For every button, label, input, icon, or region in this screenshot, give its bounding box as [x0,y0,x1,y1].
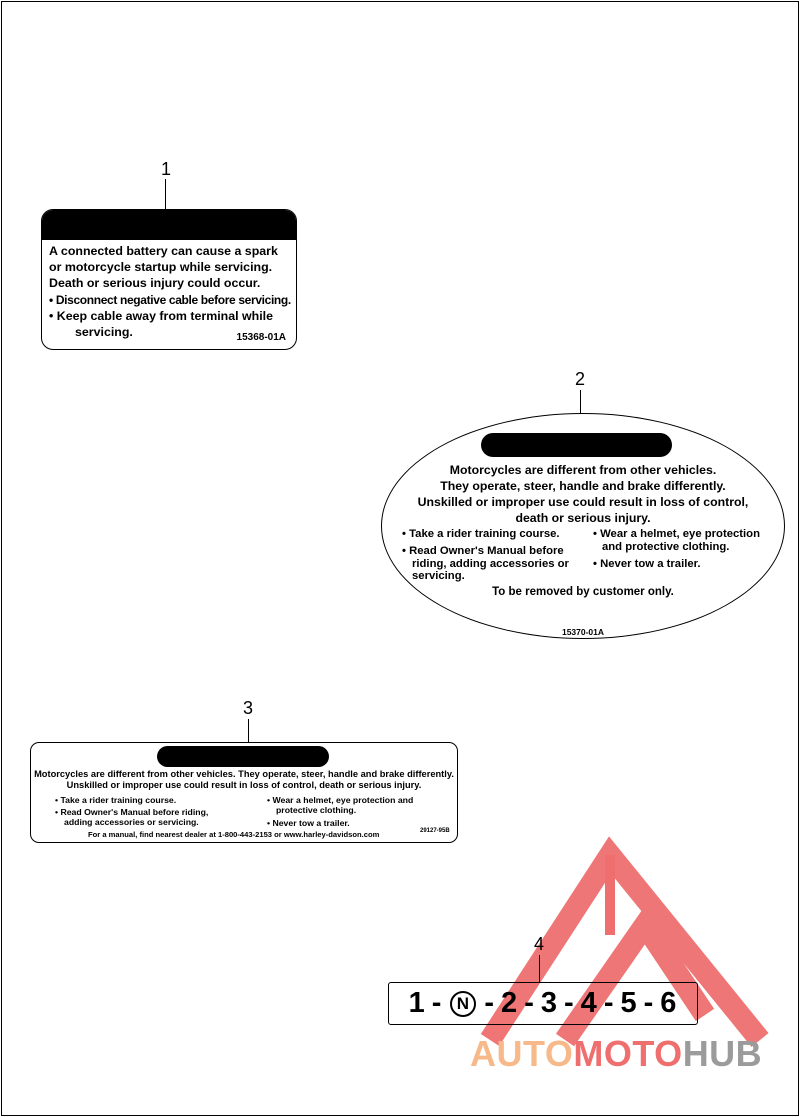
battery-warning-label [41,209,297,350]
label-line: A connected battery can cause a spark [49,244,278,258]
gear-3: 3 [540,987,558,1019]
gear-4: 4 [580,987,598,1019]
gear-shift-pattern-label [388,982,698,1025]
gear-separator: - [484,987,496,1019]
callout-3-leader [248,719,249,743]
label-header-bar [481,433,672,457]
callout-4: 4 [534,934,545,954]
label-footer: To be removed by customer only. [492,586,674,598]
callout-1-leader [165,179,166,209]
gear-separator: - [431,987,443,1019]
label-line: Death or serious injury could occur. [49,276,261,291]
gear-5: 5 [620,987,638,1019]
label-bullet-cont: riding, adding accessories or [412,557,569,570]
gear-2: 2 [501,987,519,1019]
part-number: 15370-01A [561,627,605,637]
label-bullet: • Wear a helmet, eye protection [593,528,760,540]
gear-separator: - [603,987,615,1019]
neutral-circle-icon: N [450,991,476,1017]
label-header-bar [42,210,296,240]
label-right-column [267,795,413,828]
label-header-bar [157,746,329,767]
rider-warning-rect-label [30,742,458,843]
label-bullet: • Read Owner's Manual before riding, [55,807,209,817]
part-number: 29127-95B [420,828,450,834]
label-footer: For a manual, find nearest dealer at 1-800-443-2153 or www.harley-davidson.com [88,830,380,839]
label-line: Motorcycles are different from other vehicles. [449,463,717,477]
label-line: death or serious injury. [515,511,651,525]
watermark-auto: AUTO [470,1033,574,1074]
watermark-text [470,1033,762,1075]
label-bullet-cont: and protective clothing. [602,540,730,553]
callout-2-leader [580,390,581,414]
gear-separator: - [643,987,655,1019]
label-right-column [593,528,760,570]
label-bullet-cont: servicing. [412,570,465,583]
label-bullet-cont: servicing. [75,325,133,340]
gear-1: 1 [408,987,426,1019]
label-bullet-cont: protective clothing. [276,805,357,815]
label-line: They operate, steer, handle and brake differently. [440,479,726,493]
part-number: 15368-01A [236,332,286,343]
watermark-moto: MOTO [573,1033,683,1074]
label-left-column [55,795,208,827]
label-bullet: • Take a rider training course. [55,795,177,805]
label-line: Motorcycles are different from other vehicles. They operate, steer, handle and brake differently. [34,769,454,779]
watermark-hub: HUB [682,1033,763,1074]
label-bullet: • Take a rider training course. [402,528,560,540]
gear-separator: - [524,987,535,1019]
label-bullet: • Never tow a trailer. [267,818,350,828]
rider-warning-oval-label [381,413,785,639]
callout-2: 2 [575,369,586,389]
callout-1: 1 [161,159,172,179]
label-line: or motorcycle startup while servicing. [49,260,273,275]
label-bullet: • Never tow a trailer. [593,557,701,570]
label-bullet: • Disconnect negative cable before servicing. [49,292,291,307]
label-bullet: • Wear a helmet, eye protection and [267,795,414,805]
gear-6: 6 [660,987,678,1019]
label-left-column [402,528,569,583]
label-bullet-cont: adding accessories or servicing. [64,817,199,827]
label-line: Unskilled or improper use could result in loss of control, [417,495,749,509]
label-body [49,243,290,340]
callout-4-leader [539,955,540,983]
label-line: Unskilled or improper use could result in loss of control, death or serious injury. [66,780,422,790]
label-bullet: • Read Owner's Manual before [402,544,564,557]
label-bullet: • Keep cable away from terminal while [49,308,274,323]
callout-3: 3 [243,698,254,718]
gear-separator: - [564,987,575,1019]
